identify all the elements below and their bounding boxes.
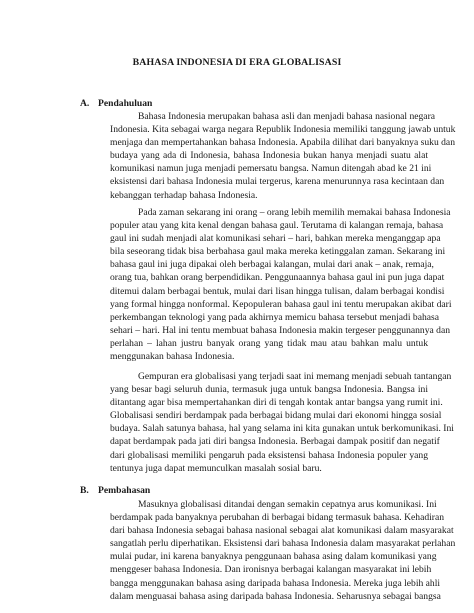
paragraph-line: Indonesia. Kita sebagai warga negara Republik Indonesia memiliki tanggung jawab untuk bbox=[110, 124, 456, 136]
paragraph-line: dari bahasa Indonesia sebagai bahasa nasional sebagai alat komunikasi dalam masyarakat bbox=[110, 525, 454, 537]
paragraph-line: tentunya juga dapat memunculkan masalah sosial baru. bbox=[110, 462, 322, 474]
paragraph-line: gaul ini sudah menjadi alat komunikasi sehari – hari, bahkan mereka menganggap apa bbox=[110, 233, 441, 245]
paragraph-line: budaya yang ada di Indonesia, bahasa Indonesia bukan hanya menjadi suatu alat bbox=[110, 150, 428, 162]
paragraph-line: Masuknya globalisasi ditandai dengan semakin cepatnya arus komunikasi. Ini bbox=[138, 499, 437, 510]
paragraph-line: sehari – hari. Hal ini tentu membuat bahasa Indonesia makin tergeser penggunannya dan bbox=[110, 324, 451, 336]
paragraph-line: dapat berdampak pada jati diri bangsa Indonesia. Berbagai dampak positif dan negatif bbox=[110, 436, 440, 448]
paragraph-line: populer atau yang kita kenal dengan bahasa gaul. Terutama di kalangan remaja, bahasa bbox=[110, 220, 444, 232]
paragraph-line: Pada zaman sekarang ini orang – orang lebih memilih memakai bahasa Indonesia bbox=[138, 207, 451, 218]
paragraph-line: ditemui dalam berbagai bentuk, mulai dari lisan hingga tulisan, dalam berbagai kondisi bbox=[110, 285, 445, 297]
paragraph-line: perkembangan teknologi yang pada akhirnya memicu bahasa tersebut menjadi bahasa bbox=[110, 311, 439, 323]
paragraph-line: ditantang agar bisa mempertahankan diri di tengah kontak antar bangsa yang rumit ini. bbox=[110, 397, 443, 409]
section-letter: B. bbox=[80, 485, 89, 496]
paragraph-line: mulai pudar, ini karena banyaknya penggunaan bahasa asing dalam komunikasi yang bbox=[110, 551, 437, 563]
paragraph-line: berdampak pada banyaknya perubahan di berbagai bidang termasuk bahasa. Kehadiran bbox=[110, 512, 445, 524]
paragraph-line: bangga menggunakan bahasa asing daripada bahasa Indonesia. Mereka juga lebih ahli bbox=[110, 577, 441, 589]
paragraph-line: dari globalisasi memiliki pengaruh pada eksistensi bahasa Indonesia populer yang bbox=[110, 449, 428, 461]
paragraph-line: eksistensi dari bahasa Indonesia mulai tergerus, karena menurunnya rasa kecintaan dan bbox=[110, 176, 445, 188]
paragraph-line: bila seseorang tidak bisa berbahasa gaul maka mereka ketinggalan zaman. Sekarang ini bbox=[110, 246, 446, 258]
paragraph bbox=[110, 110, 456, 202]
paragraph-line: Bahasa Indonesia merupakan bahasa asli dan menjadi bahasa nasional negara bbox=[138, 111, 436, 122]
paragraph-line: kebanggan terhadap bahasa Indonesia. bbox=[110, 189, 258, 201]
paragraph-line: menggeser bahasa Indonesia. Dan ironisnya berbagai kalangan masyarakat ini lebih bbox=[110, 564, 432, 576]
section-title: Pembahasan bbox=[98, 485, 151, 496]
paragraph-line: Gempuran era globalisasi yang terjadi saat ini memang menjadi sebuah tantangan bbox=[138, 371, 452, 382]
section-title: Pendahuluan bbox=[98, 98, 153, 109]
paragraph-line: bahasa gaul ini juga dipakai oleh berbagai kalangan, mulai dari anak – anak, remaja, bbox=[110, 259, 434, 271]
paragraph bbox=[110, 498, 456, 603]
section-letter: A. bbox=[80, 98, 90, 109]
paragraph-line: perlahan – lahan justru banyak orang yang tidak mau atau bahkan malu untuk bbox=[110, 337, 428, 349]
paragraph-line: yang formal hingga nonformal. Kepopuleran bahasa gaul ini tentu merupakan akibat dari bbox=[110, 298, 452, 310]
paragraph bbox=[110, 206, 452, 363]
paragraph-line: budaya. Salah satunya bahasa, hal yang selama ini kita gunakan untuk berkomunikasi. Ini bbox=[110, 423, 454, 435]
paragraph-line: menjaga dan mempertahankan bahasa Indonesia. Apabila dilihat dari banyaknya suku dan bbox=[110, 137, 455, 149]
paragraph-line: dalam menguasai bahasa asing daripada bahasa Indonesia. Seharusnya sebagai bangsa bbox=[110, 590, 441, 602]
paragraph-line: sangatlah perlu diperhatikan. Eksistensi dari bahasa Indonesia dalam masyarakat perlahan bbox=[110, 538, 456, 550]
document-title: BAHASA INDONESIA DI ERA GLOBALISASI bbox=[132, 57, 342, 68]
paragraph-line: komunikasi namun juga menjadi pemersatu bangsa. Namun ditengah abad ke 21 ini bbox=[110, 163, 432, 175]
paragraph-line: yang besar bagi seluruh dunia, termasuk juga untuk bangsa Indonesia. Bangsa ini bbox=[110, 384, 428, 396]
paragraph-line: orang tua, bahkan orang berpendidikan. Penggunaannya bahasa gaul ini pun juga dapat bbox=[110, 272, 445, 284]
paragraph-line: menggunakan bahasa Indonesia. bbox=[110, 351, 235, 363]
paragraph-line: Globalisasi sendiri berdampak pada berbagai bidang mulai dari ekonomi hingga sosial bbox=[110, 410, 442, 422]
paragraph bbox=[110, 370, 454, 475]
